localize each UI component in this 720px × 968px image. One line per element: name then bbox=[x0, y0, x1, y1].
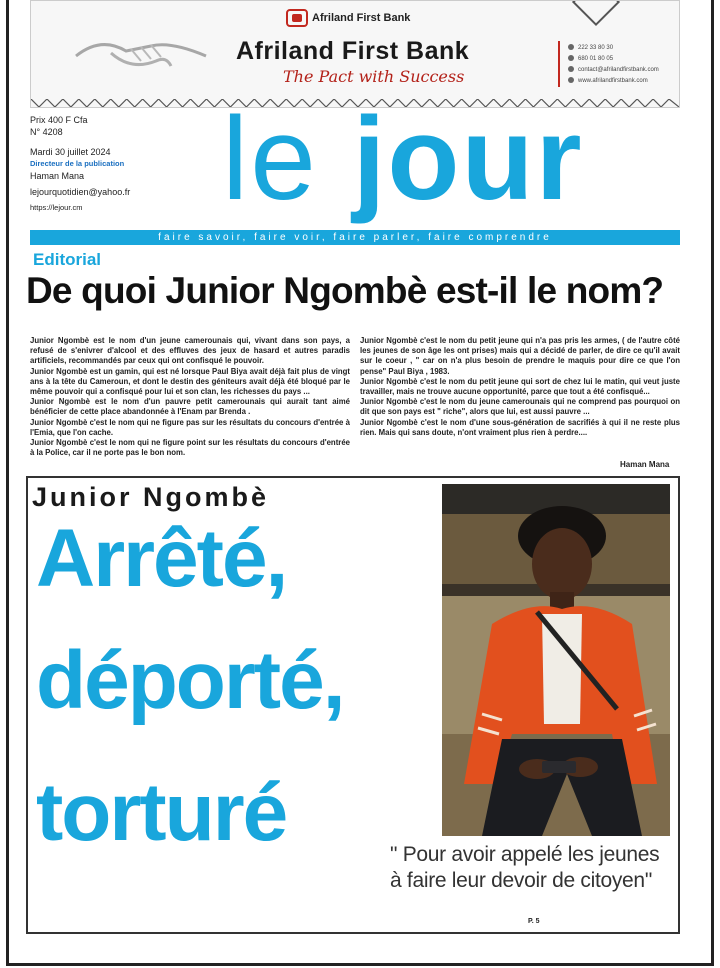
editorial-signature: Haman Mana bbox=[620, 460, 670, 469]
price: Prix 400 F Cfa bbox=[30, 115, 88, 125]
contact-email[interactable]: lejourquotidien@yahoo.fr bbox=[30, 187, 131, 197]
logo-jour: jour bbox=[352, 93, 584, 225]
bank-advertisement[interactable] bbox=[30, 0, 680, 108]
handshake-illustration bbox=[71, 11, 211, 91]
lead-photo[interactable] bbox=[442, 484, 670, 836]
lead-headline-line-3: torturé bbox=[36, 767, 287, 858]
newspaper-logo bbox=[222, 93, 584, 225]
bank-logo-text: Afriland First Bank bbox=[312, 12, 411, 24]
phone-icon bbox=[568, 55, 574, 61]
lead-quote: " Pour avoir appelé les jeunes à faire leur devoir de citoyen" bbox=[390, 843, 660, 892]
ad-divider bbox=[558, 41, 560, 87]
lead-subject-name: Junior Ngombè bbox=[32, 482, 270, 512]
website-link[interactable]: https://lejour.cm bbox=[30, 203, 83, 212]
masthead-info bbox=[30, 114, 130, 214]
bank-email: contact@afrilandfirstbank.com bbox=[578, 67, 659, 73]
issue-date: Mardi 30 juillet 2024 bbox=[30, 147, 111, 157]
editorial-column-2 bbox=[360, 336, 680, 458]
paragraph: Junior Ngombè c'est le nom du petit jeune qui n'a pas pris les armes, ( de l'autre côté les jeunes de son âge les ont prises) mais qui a décidé de parler, de dire ce qu'il avait sur le coeur , " car on n'a plus besoin de prendre le maquis pour dire ce que l'on pense" Paul Biya , 1983. bbox=[360, 336, 680, 376]
paragraph: Junior Ngombè c'est le nom d'une sous-génération de sacrifiés à qui il ne reste plus rien. Mais qui sans doute, n'ont vraiment plus rien à perdre.... bbox=[360, 417, 680, 437]
editorial-body bbox=[30, 336, 680, 458]
lead-headline-line-2: déporté, bbox=[36, 635, 344, 726]
phone-icon bbox=[568, 44, 574, 50]
diamond-ornament bbox=[572, 0, 620, 26]
paragraph: Junior Ngombè est un gamin, qui est né lorsque Paul Biya avait déjà fait plus de vingt ans à la tête du Cameroun, et dont le destin des géniteurs avait déjà été bloqué par le même pouvoir qui a confisqué pour lui et son clan, les richesses du pays ... bbox=[30, 366, 350, 397]
globe-icon bbox=[568, 77, 574, 83]
issue-number: N° 4208 bbox=[30, 127, 63, 137]
editorial-column-1 bbox=[30, 336, 350, 458]
editorial-headline[interactable]: De quoi Junior Ngombè est-il le nom? bbox=[26, 270, 664, 311]
paragraph: Junior Ngombè c'est le nom du jeune camerounais qui ne comprend pas pourquoi on dit que son pays est " riche", alors que lui, est aussi pauvre ... bbox=[360, 397, 680, 417]
paragraph: Junior Ngombè c'est le nom qui ne figure point sur les résultats du concours d'entrée à la Police, car il ne porte pas le bon nom. bbox=[30, 438, 350, 458]
director-name: Haman Mana bbox=[30, 171, 85, 181]
bank-contacts bbox=[568, 43, 659, 87]
logo-le: le bbox=[222, 93, 318, 225]
bank-phone-1: 222 33 80 30 bbox=[578, 45, 614, 51]
page-reference[interactable]: P. 5 bbox=[528, 918, 540, 925]
paragraph: Junior Ngombè c'est le nom qui ne figure pas sur les résultats du concours d'entrée à l'Emia, que l'on cache. bbox=[30, 417, 350, 437]
bank-phone-2: 680 01 80 05 bbox=[578, 56, 614, 62]
bank-brand-name: Afriland First Bank bbox=[236, 37, 470, 65]
bank-logo-icon bbox=[286, 9, 308, 27]
lead-headline-line-1: Arrêté, bbox=[36, 513, 287, 604]
bank-website: www.afrilandfirstbank.com bbox=[578, 78, 648, 84]
mail-icon bbox=[568, 66, 574, 72]
bank-logo bbox=[286, 9, 410, 27]
slogan-bar: faire savoir, faire voir, faire parler, faire comprendre bbox=[30, 230, 680, 245]
bank-tagline: The Pact with Success bbox=[283, 67, 465, 86]
director-label: Directeur de la publication bbox=[30, 159, 125, 168]
section-kicker: Editorial bbox=[33, 250, 102, 269]
paragraph: Junior Ngombè est le nom d'un jeune camerounais qui, vivant dans son pays, a refusé de s'enivrer d'alcool et des effluves des jeux de hasard et autres paradis artificiels, recommandés par ceux qui ont confisqué le pouvoir. bbox=[30, 336, 350, 366]
paragraph: Junior Ngombè c'est le nom du petit jeune qui sort de chez lui le matin, qui veut juste travailler, mais ne trouve aucune opportunité, parce que tout a été confisqué... bbox=[360, 376, 680, 397]
paragraph: Junior Ngombè est le nom d'un pauvre petit camerounais qui aurait tant aimé bénéficier de cette place abandonnée à l'Enam par Brenda . bbox=[30, 397, 350, 417]
